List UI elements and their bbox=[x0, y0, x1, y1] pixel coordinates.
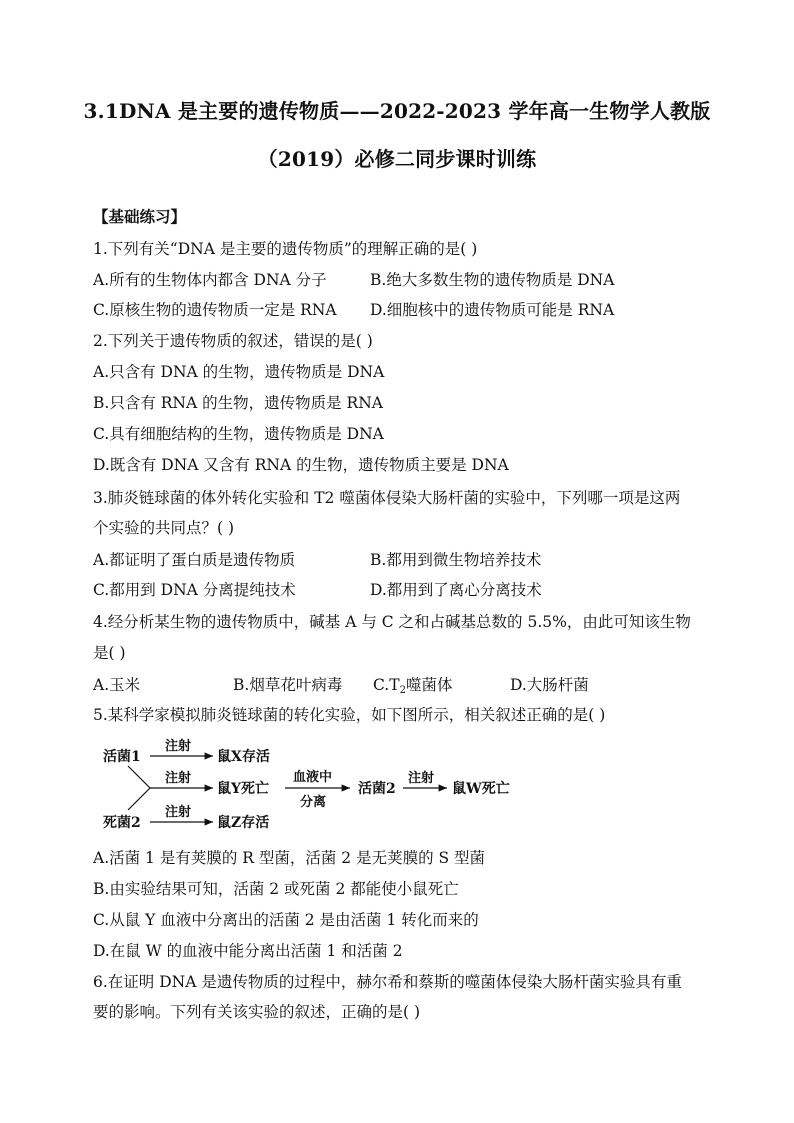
document-title-line-2: （2019）必修二同步课时训练 bbox=[257, 147, 537, 171]
label-mouse-x: 鼠X存活 bbox=[217, 749, 270, 765]
question-1-option-b: B.绝大多数生物的遗传物质是 DNA bbox=[370, 271, 615, 289]
label-mouse-z: 鼠Z存活 bbox=[217, 815, 270, 831]
question-1-option-a: A.所有的生物体内都含 DNA 分子 bbox=[93, 271, 327, 289]
fork-line-upper bbox=[128, 766, 150, 788]
question-5-option-b: B.由实验结果可知，活菌 2 或死菌 2 都能使小鼠死亡 bbox=[93, 880, 459, 898]
question-5-option-c: C.从鼠 Y 血液中分离出的活菌 2 是由活菌 1 转化而来的 bbox=[93, 911, 479, 929]
question-2-option-d: D.既含有 DNA 又含有 RNA 的生物，遗传物质主要是 DNA bbox=[93, 456, 509, 474]
fork-line-lower bbox=[128, 788, 150, 810]
question-4-stem-line-1: 4.经分析某生物的遗传物质中，碱基 A 与 C 之和占碱基总数的 5.5%，由此可知该生物 bbox=[93, 613, 691, 631]
question-4-option-c-tail: 噬菌体 bbox=[405, 676, 453, 694]
question-4-option-a: A.玉米 bbox=[93, 676, 141, 694]
question-1-option-d: D.细胞核中的遗传物质可能是 RNA bbox=[370, 301, 615, 319]
label-blood-line-2: 分离 bbox=[300, 795, 327, 810]
question-1-stem: 1.下列有关“DNA 是主要的遗传物质”的理解正确的是( ) bbox=[93, 240, 478, 258]
question-3-stem-line-2: 个实验的共同点？( ) bbox=[93, 519, 235, 537]
label-inject-bottom: 注射 bbox=[165, 805, 192, 820]
question-6-stem-line-2: 要的影响。下列有关该实验的叙述，正确的是( ) bbox=[93, 1003, 421, 1021]
question-3-option-c: C.都用到 DNA 分离提纯技术 bbox=[93, 581, 296, 599]
label-blood-line-1: 血液中 bbox=[293, 770, 333, 785]
label-inject-right: 注射 bbox=[408, 771, 435, 786]
question-3-option-a: A.都证明了蛋白质是遗传物质 bbox=[93, 551, 296, 569]
question-1-option-c: C.原核生物的遗传物质一定是 RNA bbox=[93, 301, 337, 319]
question-5-option-a: A.活菌 1 是有荚膜的 R 型菌，活菌 2 是无荚膜的 S 型菌 bbox=[93, 849, 486, 867]
question-5-stem: 5.某科学家模拟肺炎链球菌的转化实验，如下图所示，相关叙述正确的是( ) bbox=[93, 706, 606, 724]
label-mouse-y: 鼠Y死亡 bbox=[217, 781, 269, 797]
question-2-option-a: A.只含有 DNA 的生物，遗传物质是 DNA bbox=[93, 363, 385, 381]
label-live-bacteria-2: 活菌2 bbox=[358, 781, 396, 797]
question-4-option-c bbox=[373, 675, 452, 701]
label-dead-bacteria-2: 死菌2 bbox=[103, 815, 141, 831]
question-3-stem-line-1: 3.肺炎链球菌的体外转化实验和 T2 噬菌体侵染大肠杆菌的实验中，下列哪一项是这两 bbox=[93, 489, 681, 507]
transformation-experiment-diagram bbox=[95, 736, 525, 838]
question-4-option-c-subscript: 2 bbox=[399, 685, 406, 696]
question-4-option-c-prefix: C.T bbox=[373, 676, 400, 694]
question-3-option-b: B.都用到微生物培养技术 bbox=[370, 551, 542, 569]
question-2-stem: 2.下列关于遗传物质的叙述，错误的是( ) bbox=[93, 332, 373, 350]
label-live-bacteria-1: 活菌1 bbox=[103, 749, 141, 765]
question-4-option-b: B.烟草花叶病毒 bbox=[233, 676, 343, 694]
question-2-option-c: C.具有细胞结构的生物，遗传物质是 DNA bbox=[93, 425, 384, 443]
question-4-option-d: D.大肠杆菌 bbox=[510, 676, 589, 694]
document-title-line-1: 3.1DNA 是主要的遗传物质——2022-2023 学年高一生物学人教版 bbox=[83, 99, 711, 123]
question-6-stem-line-1: 6.在证明 DNA 是遗传物质的过程中，赫尔希和蔡斯的噬菌体侵染大肠杆菌实验具有重 bbox=[93, 973, 682, 991]
question-5-option-d: D.在鼠 W 的血液中能分离出活菌 1 和活菌 2 bbox=[93, 942, 403, 960]
label-inject-top: 注射 bbox=[165, 739, 192, 754]
label-mouse-w: 鼠W死亡 bbox=[452, 781, 510, 797]
question-3-option-d: D.都用到了离心分离技术 bbox=[370, 581, 542, 599]
section-label: 【基础练习】 bbox=[93, 207, 187, 226]
question-2-option-b: B.只含有 RNA 的生物，遗传物质是 RNA bbox=[93, 394, 383, 412]
label-inject-middle: 注射 bbox=[165, 771, 192, 786]
question-4-stem-line-2: 是( ) bbox=[93, 644, 126, 662]
